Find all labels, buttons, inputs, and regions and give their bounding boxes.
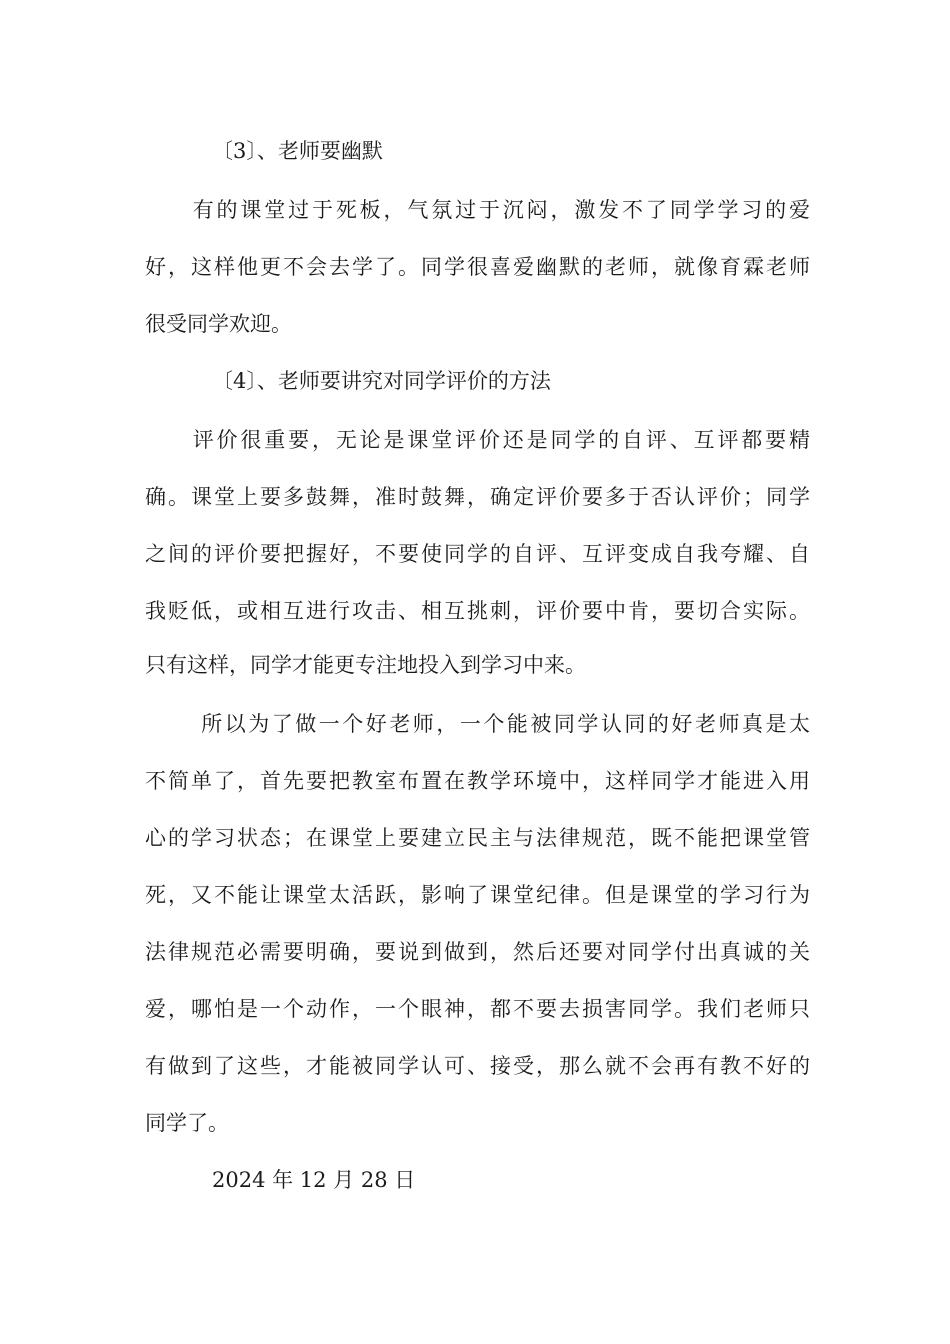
section4-line: 确。课堂上要多鼓舞，准时鼓舞，确定评价要多于否认评价；同学 bbox=[145, 485, 810, 509]
section4-line: 之间的评价要把握好，不要使同学的自评、互评变成自我夸耀、自 bbox=[145, 542, 810, 566]
conclusion-line: 爱，哪怕是一个动作，一个眼神，都不要去损害同学。我们老师只 bbox=[145, 997, 810, 1021]
section3-line: 好，这样他更不会去学了。同学很喜爱幽默的老师，就像育霖老师 bbox=[145, 255, 810, 279]
section4-line: 评价很重要，无论是课堂评价还是同学的自评、互评都要精 bbox=[145, 428, 810, 452]
conclusion-line: 有做到了这些，才能被同学认可、接受，那么就不会再有教不好的 bbox=[145, 1054, 810, 1078]
section3-line: 有的课堂过于死板，气氛过于沉闷，激发不了同学学习的爱 bbox=[145, 198, 810, 222]
conclusion-line: 死，又不能让课堂太活跃，影响了课堂纪律。但是课堂的学习行为 bbox=[145, 883, 810, 907]
conclusion-line: 法律规范必需要明确，要说到做到，然后还要对同学付出真诚的关 bbox=[145, 940, 810, 964]
section3-heading: 〔3〕、老师要幽默 bbox=[212, 139, 383, 163]
conclusion-line: 心的学习状态；在课堂上要建立民主与法律规范，既不能把课堂管 bbox=[145, 826, 810, 850]
conclusion-line: 同学了。 bbox=[145, 1111, 229, 1135]
section3-line: 很受同学欢迎。 bbox=[145, 312, 292, 336]
section4-heading: 〔4〕、老师要讲究对同学评价的方法 bbox=[212, 369, 551, 393]
document-date: 2024 年 12 月 28 日 bbox=[212, 1168, 416, 1192]
section4-line: 只有这样，同学才能更专注地投入到学习中来。 bbox=[145, 653, 586, 677]
conclusion-line: 所以为了做一个好老师，一个能被同学认同的好老师真是太 bbox=[145, 712, 810, 736]
conclusion-line: 不简单了，首先要把教室布置在教学环境中，这样同学才能进入用 bbox=[145, 769, 810, 793]
section4-line: 我贬低，或相互进行攻击、相互挑刺，评价要中肯，要切合实际。 bbox=[145, 599, 810, 623]
